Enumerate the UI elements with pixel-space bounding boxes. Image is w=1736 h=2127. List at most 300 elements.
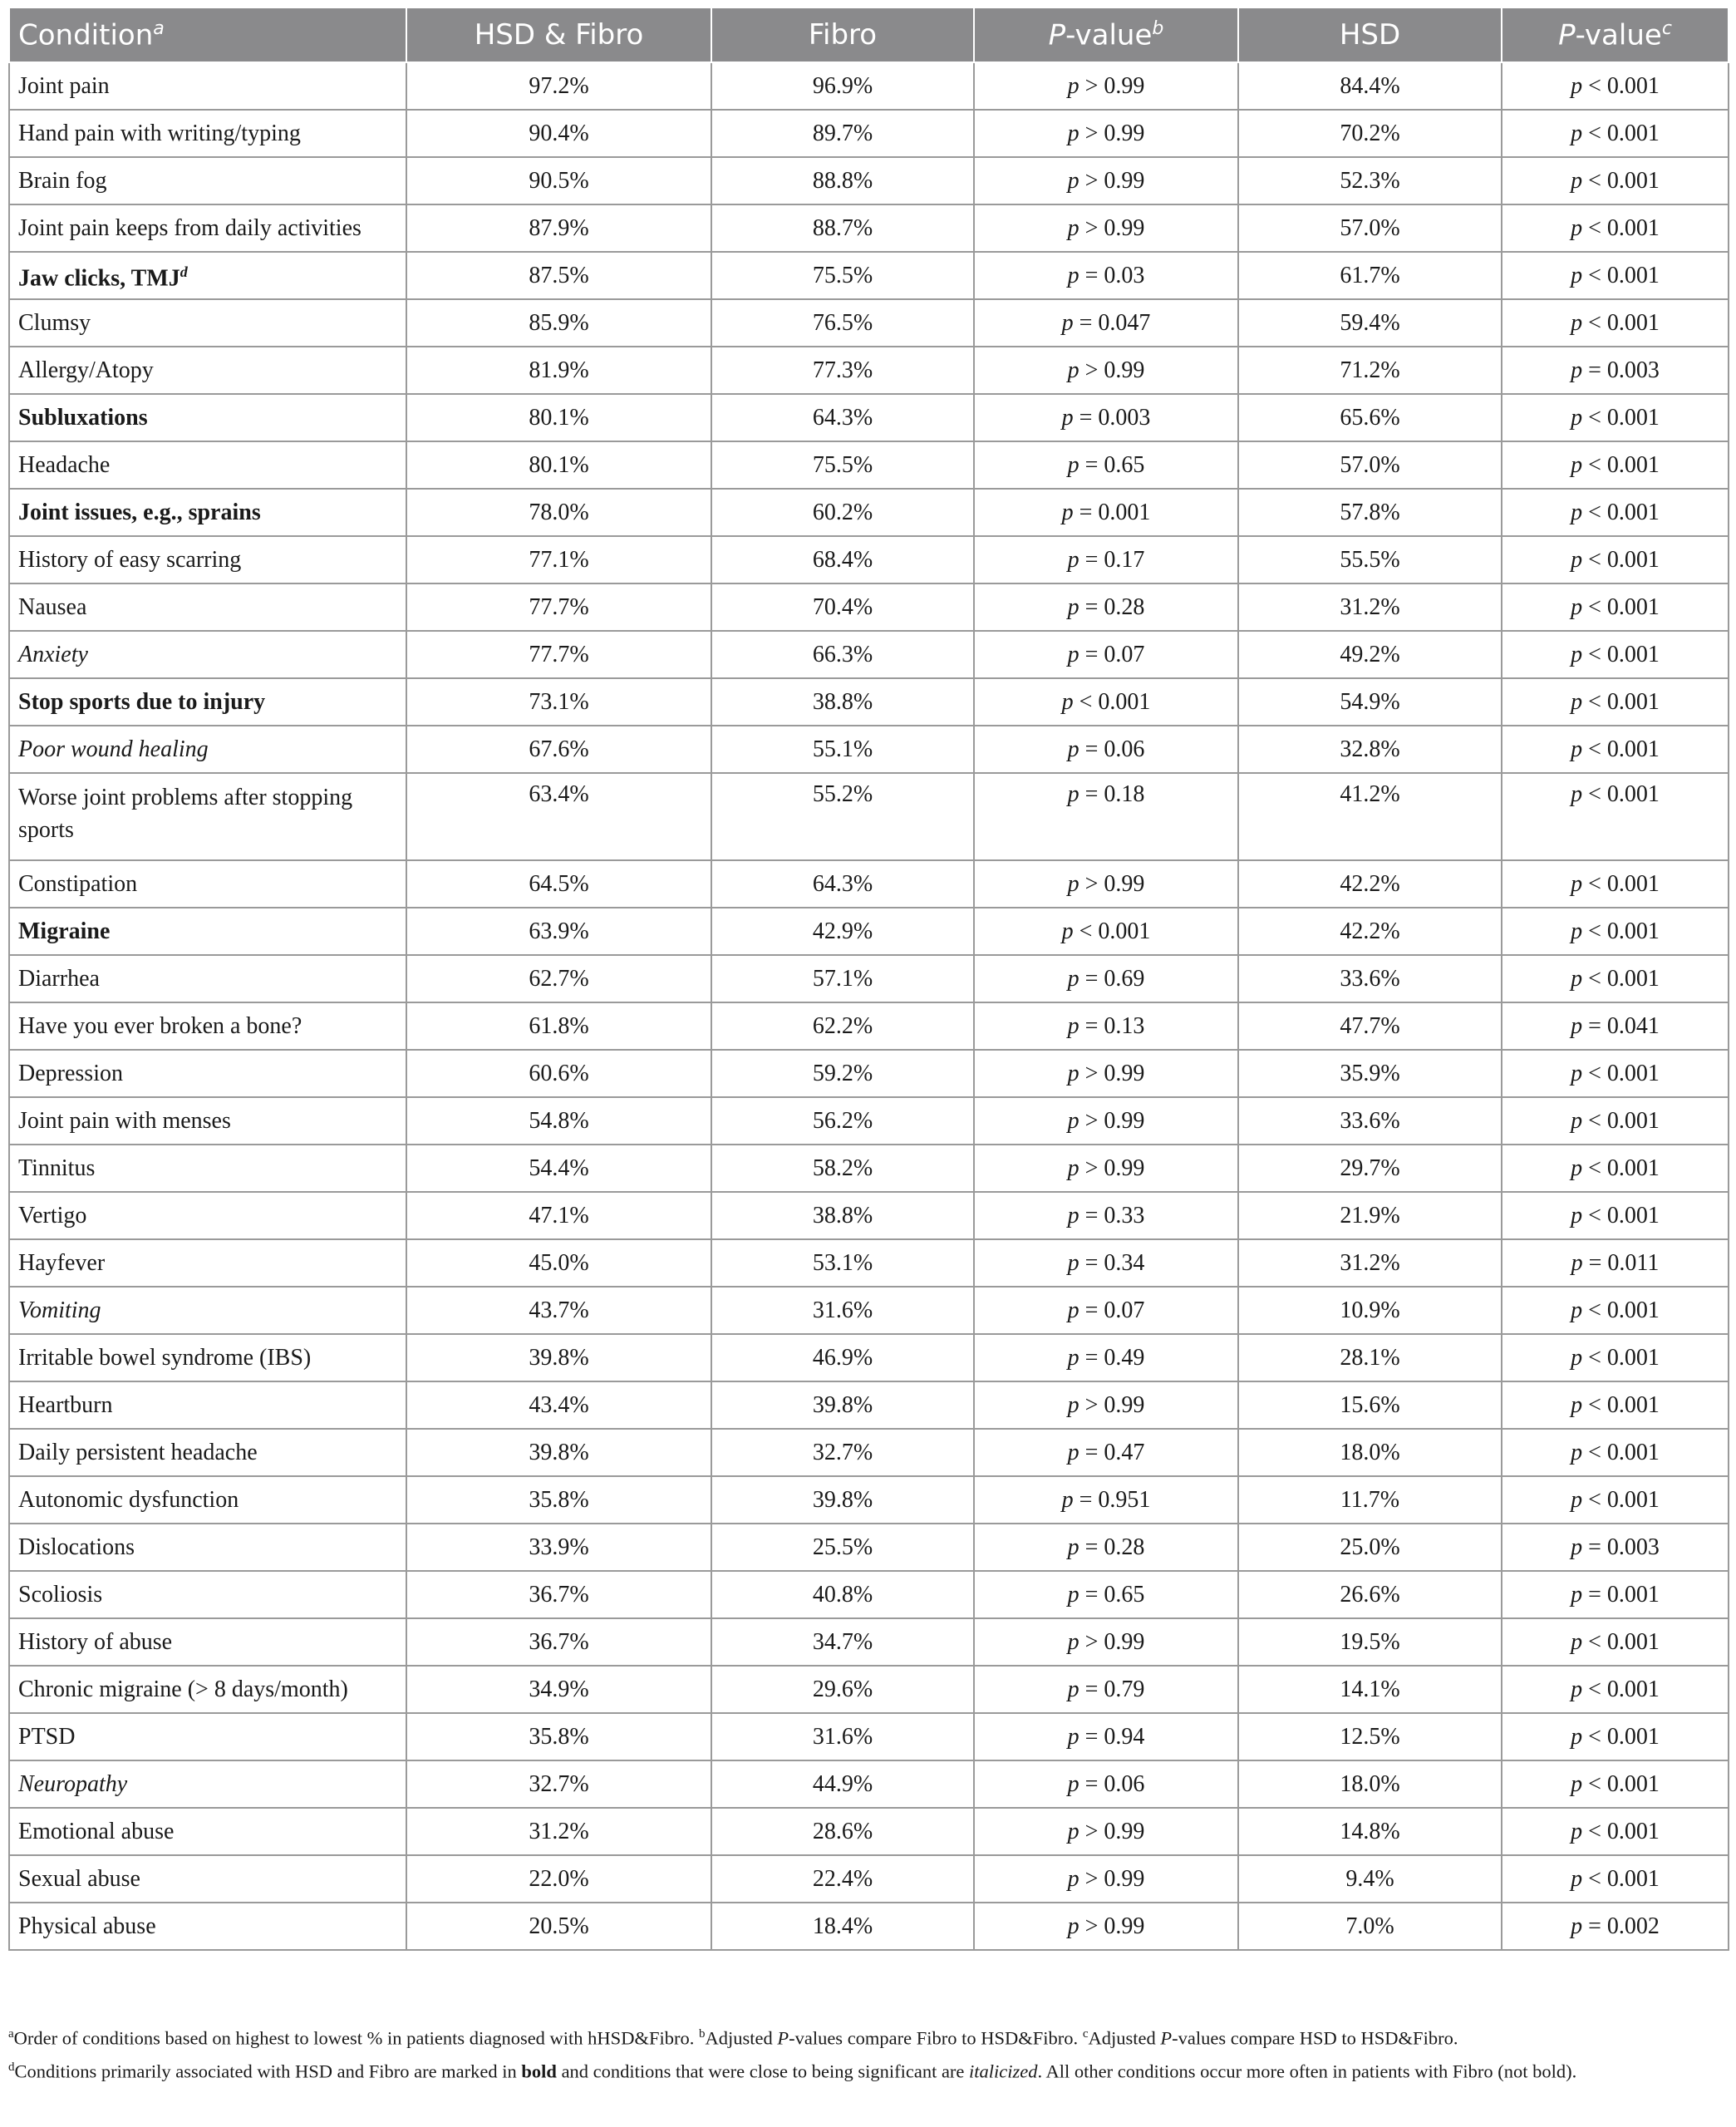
footnote-d-text-2: and conditions that were close to being significant are	[556, 2061, 970, 2081]
pvalue-fibro-cell	[974, 678, 1238, 726]
pvalue-value: = 0.28	[1079, 593, 1145, 620]
pvalue-symbol: p	[1571, 1107, 1583, 1134]
pvalue-fibro-cell	[974, 1145, 1238, 1192]
fibro-cell: 42.9%	[711, 908, 974, 955]
pvalue-symbol: p	[1061, 918, 1074, 944]
pvalue-symbol: p	[1067, 641, 1079, 667]
hsd-fibro-cell: 67.6%	[406, 726, 711, 773]
hsd-cell: 54.9%	[1238, 678, 1502, 726]
hsd-cell: 18.0%	[1238, 1760, 1502, 1808]
pvalue-hsd-cell	[1502, 1239, 1729, 1287]
pvalue-value: > 0.99	[1079, 357, 1145, 383]
footnote-b-text-italic: P	[777, 2027, 789, 2049]
table-row	[9, 1571, 1729, 1618]
pvalue-symbol: p	[1571, 1012, 1583, 1039]
hsd-fibro-cell: 36.7%	[406, 1618, 711, 1666]
pvalue-value: < 0.001	[1582, 404, 1660, 431]
pvalue-symbol: p	[1571, 1344, 1583, 1371]
header-pvalue-c-prefix: P	[1558, 18, 1576, 52]
pvalue-symbol: p	[1061, 404, 1074, 431]
hsd-cell: 57.8%	[1238, 489, 1502, 536]
condition-label: Hand pain with writing/typing	[18, 121, 301, 146]
hsd-fibro-cell: 43.4%	[406, 1381, 711, 1429]
pvalue-value: = 0.94	[1079, 1723, 1145, 1750]
table-row	[9, 347, 1729, 394]
pvalue-symbol: p	[1571, 918, 1583, 944]
pvalue-fibro-cell	[974, 773, 1238, 860]
hsd-fibro-cell: 43.7%	[406, 1287, 711, 1334]
pvalue-symbol: p	[1067, 1155, 1079, 1181]
condition-cell	[9, 347, 406, 394]
header-pvalue-c-sup: c	[1661, 17, 1672, 39]
footnote-d-marker: d	[8, 2060, 15, 2074]
table-row	[9, 1666, 1729, 1713]
hsd-cell: 59.4%	[1238, 299, 1502, 347]
condition-cell	[9, 908, 406, 955]
pvalue-symbol: p	[1067, 72, 1079, 99]
footnote-a-marker: a	[8, 2027, 14, 2041]
hsd-fibro-cell: 20.5%	[406, 1903, 711, 1950]
pvalue-symbol: p	[1571, 499, 1583, 525]
pvalue-fibro-cell	[974, 1239, 1238, 1287]
condition-label: Joint pain keeps from daily activities	[18, 215, 361, 241]
condition-label: Heartburn	[18, 1392, 113, 1418]
table-row	[9, 1808, 1729, 1855]
pvalue-symbol: p	[1571, 870, 1583, 897]
pvalue-fibro-cell	[974, 1097, 1238, 1145]
condition-label: Brain fog	[18, 168, 107, 194]
table-row	[9, 908, 1729, 955]
hsd-cell: 42.2%	[1238, 860, 1502, 908]
pvalue-hsd-cell	[1502, 678, 1729, 726]
pvalue-hsd-cell	[1502, 1618, 1729, 1666]
pvalue-fibro-cell	[974, 1808, 1238, 1855]
pvalue-symbol: p	[1067, 1818, 1079, 1844]
table-row	[9, 1002, 1729, 1050]
table-container	[8, 7, 1728, 1951]
pvalue-fibro-cell	[974, 157, 1238, 204]
fibro-cell: 18.4%	[711, 1903, 974, 1950]
condition-label: Chronic migraine (> 8 days/month)	[18, 1676, 348, 1702]
pvalue-symbol: p	[1571, 1155, 1583, 1181]
footnote-c-text-1: Adjusted	[1088, 2027, 1161, 2049]
table-row	[9, 489, 1729, 536]
fibro-cell: 44.9%	[711, 1760, 974, 1808]
pvalue-hsd-cell	[1502, 1524, 1729, 1571]
fibro-cell: 38.8%	[711, 678, 974, 726]
pvalue-symbol: p	[1061, 499, 1074, 525]
pvalue-fibro-cell	[974, 1855, 1238, 1903]
condition-cell	[9, 631, 406, 678]
table-row	[9, 1287, 1729, 1334]
table-row	[9, 955, 1729, 1002]
pvalue-symbol: p	[1067, 1297, 1079, 1323]
hsd-cell: 29.7%	[1238, 1145, 1502, 1192]
hsd-fibro-cell: 81.9%	[406, 347, 711, 394]
hsd-cell: 52.3%	[1238, 157, 1502, 204]
condition-cell	[9, 1855, 406, 1903]
fibro-cell: 75.5%	[711, 252, 974, 299]
pvalue-fibro-cell	[974, 955, 1238, 1002]
pvalue-symbol: p	[1571, 781, 1583, 807]
hsd-cell: 31.2%	[1238, 583, 1502, 631]
pvalue-hsd-cell	[1502, 1192, 1729, 1239]
hsd-fibro-cell: 54.8%	[406, 1097, 711, 1145]
pvalue-value: < 0.001	[1582, 214, 1660, 241]
condition-cell	[9, 1287, 406, 1334]
fibro-cell: 88.7%	[711, 204, 974, 252]
pvalue-value: = 0.28	[1079, 1534, 1145, 1560]
pvalue-value: = 0.001	[1073, 499, 1151, 525]
header-pvalue-b	[974, 7, 1238, 62]
hsd-fibro-cell: 62.7%	[406, 955, 711, 1002]
condition-cell	[9, 1429, 406, 1476]
pvalue-symbol: p	[1067, 546, 1079, 573]
pvalue-symbol: p	[1067, 167, 1079, 194]
pvalue-value: < 0.001	[1582, 1344, 1660, 1371]
fibro-cell: 55.2%	[711, 773, 974, 860]
pvalue-symbol: p	[1571, 641, 1583, 667]
pvalue-hsd-cell	[1502, 62, 1729, 110]
pvalue-symbol: p	[1067, 1202, 1079, 1228]
pvalue-symbol: p	[1067, 736, 1079, 762]
pvalue-value: < 0.001	[1582, 1486, 1660, 1513]
header-pvalue-b-suffix: -value	[1065, 18, 1153, 52]
table-row	[9, 1050, 1729, 1097]
pvalue-value: = 0.65	[1079, 451, 1145, 478]
pvalue-symbol: p	[1571, 1676, 1583, 1702]
footnote-d-text-italic: italicized	[969, 2061, 1038, 2081]
table-row	[9, 62, 1729, 110]
pvalue-fibro-cell	[974, 204, 1238, 252]
footnote-d-text-3: . All other conditions occur more often in patients with Fibro (not bold).	[1037, 2061, 1577, 2081]
hsd-fibro-cell: 36.7%	[406, 1571, 711, 1618]
pvalue-symbol: p	[1571, 1770, 1583, 1797]
pvalue-value: = 0.17	[1079, 546, 1145, 573]
condition-label: Nausea	[18, 594, 87, 620]
pvalue-symbol: p	[1067, 214, 1079, 241]
table-row	[9, 631, 1729, 678]
fibro-cell: 58.2%	[711, 1145, 974, 1192]
pvalue-hsd-cell	[1502, 1903, 1729, 1950]
pvalue-value: = 0.001	[1582, 1581, 1660, 1608]
table-row	[9, 110, 1729, 157]
pvalue-symbol: p	[1571, 1534, 1583, 1560]
pvalue-value: > 0.99	[1079, 1155, 1145, 1181]
pvalue-fibro-cell	[974, 1666, 1238, 1713]
fibro-cell: 39.8%	[711, 1381, 974, 1429]
fibro-cell: 34.7%	[711, 1618, 974, 1666]
pvalue-hsd-cell	[1502, 1097, 1729, 1145]
pvalue-hsd-cell	[1502, 1855, 1729, 1903]
pvalue-symbol: p	[1571, 1818, 1583, 1844]
hsd-cell: 25.0%	[1238, 1524, 1502, 1571]
condition-label: Vomiting	[18, 1297, 101, 1323]
fibro-cell: 39.8%	[711, 1476, 974, 1524]
condition-label: History of abuse	[18, 1629, 173, 1655]
hsd-cell: 10.9%	[1238, 1287, 1502, 1334]
pvalue-hsd-cell	[1502, 204, 1729, 252]
hsd-cell: 15.6%	[1238, 1381, 1502, 1429]
condition-label: Vertigo	[18, 1203, 87, 1228]
pvalue-hsd-cell	[1502, 157, 1729, 204]
footnote-c-text-italic: P	[1160, 2027, 1173, 2049]
table-row	[9, 1760, 1729, 1808]
pvalue-symbol: p	[1067, 1060, 1079, 1086]
pvalue-symbol: p	[1571, 451, 1583, 478]
hsd-fibro-cell: 60.6%	[406, 1050, 711, 1097]
pvalue-value: > 0.99	[1079, 1060, 1145, 1086]
pvalue-value: > 0.99	[1079, 72, 1145, 99]
pvalue-value: = 0.47	[1079, 1439, 1145, 1465]
hsd-cell: 61.7%	[1238, 252, 1502, 299]
pvalue-symbol: p	[1571, 688, 1583, 715]
hsd-fibro-cell: 39.8%	[406, 1334, 711, 1381]
pvalue-fibro-cell	[974, 1192, 1238, 1239]
pvalue-symbol: p	[1571, 546, 1583, 573]
pvalue-fibro-cell	[974, 1571, 1238, 1618]
hsd-cell: 47.7%	[1238, 1002, 1502, 1050]
pvalue-value: < 0.001	[1582, 499, 1660, 525]
condition-label: Depression	[18, 1061, 123, 1086]
pvalue-value: > 0.99	[1079, 214, 1145, 241]
fibro-cell: 28.6%	[711, 1808, 974, 1855]
pvalue-symbol: p	[1571, 1391, 1583, 1418]
pvalue-value: = 0.003	[1582, 357, 1660, 383]
pvalue-hsd-cell	[1502, 110, 1729, 157]
pvalue-fibro-cell	[974, 441, 1238, 489]
pvalue-hsd-cell	[1502, 394, 1729, 441]
hsd-fibro-cell: 85.9%	[406, 299, 711, 347]
condition-cell	[9, 299, 406, 347]
pvalue-fibro-cell	[974, 908, 1238, 955]
pvalue-hsd-cell	[1502, 773, 1729, 860]
condition-label: Anxiety	[18, 642, 88, 667]
fibro-cell: 31.6%	[711, 1713, 974, 1760]
pvalue-hsd-cell	[1502, 1287, 1729, 1334]
pvalue-value: < 0.001	[1582, 965, 1660, 992]
footnote-line-1	[8, 2020, 1728, 2053]
header-condition-label: Condition	[18, 18, 154, 52]
pvalue-fibro-cell	[974, 394, 1238, 441]
pvalue-symbol: p	[1571, 120, 1583, 146]
footnote-b-marker: b	[698, 2027, 706, 2041]
pvalue-fibro-cell	[974, 1381, 1238, 1429]
footnote-a-text: Order of conditions based on highest to lowest % in patients diagnosed with hHSD&Fibro.	[13, 2027, 699, 2049]
footnote-b-text-2: -values compare Fibro to HSD&Fibro.	[789, 2027, 1083, 2049]
pvalue-value: = 0.07	[1079, 641, 1145, 667]
pvalue-symbol: p	[1571, 72, 1583, 99]
pvalue-symbol: p	[1571, 965, 1583, 992]
hsd-cell: 19.5%	[1238, 1618, 1502, 1666]
pvalue-fibro-cell	[974, 536, 1238, 583]
pvalue-fibro-cell	[974, 1524, 1238, 1571]
footnote-c-marker: c	[1082, 2027, 1089, 2041]
condition-cell	[9, 583, 406, 631]
condition-cell	[9, 536, 406, 583]
pvalue-value: < 0.001	[1582, 688, 1660, 715]
pvalue-value: < 0.001	[1582, 167, 1660, 194]
hsd-fibro-cell: 35.8%	[406, 1476, 711, 1524]
hsd-cell: 14.8%	[1238, 1808, 1502, 1855]
pvalue-hsd-cell	[1502, 299, 1729, 347]
pvalue-value: < 0.001	[1582, 1107, 1660, 1134]
pvalue-symbol: p	[1061, 309, 1074, 336]
condition-footnote-marker: d	[180, 263, 188, 281]
pvalue-fibro-cell	[974, 1002, 1238, 1050]
hsd-fibro-cell: 64.5%	[406, 860, 711, 908]
pvalue-symbol: p	[1571, 262, 1583, 288]
header-condition	[9, 7, 406, 62]
header-pvalue-c-suffix: -value	[1575, 18, 1662, 52]
hsd-cell: 33.6%	[1238, 955, 1502, 1002]
pvalue-value: < 0.001	[1073, 918, 1151, 944]
condition-cell	[9, 1618, 406, 1666]
pvalue-hsd-cell	[1502, 726, 1729, 773]
pvalue-hsd-cell	[1502, 1145, 1729, 1192]
condition-cell	[9, 157, 406, 204]
pvalue-symbol: p	[1067, 357, 1079, 383]
condition-label: Subluxations	[18, 405, 148, 431]
fibro-cell: 76.5%	[711, 299, 974, 347]
hsd-cell: 28.1%	[1238, 1334, 1502, 1381]
header-hsd: HSD	[1238, 7, 1502, 62]
pvalue-value: = 0.06	[1079, 1770, 1145, 1797]
pvalue-symbol: p	[1067, 965, 1079, 992]
hsd-fibro-cell: 78.0%	[406, 489, 711, 536]
pvalue-symbol: p	[1571, 214, 1583, 241]
footnote-line-2	[8, 2053, 1728, 2086]
pvalue-symbol: p	[1571, 1439, 1583, 1465]
hsd-cell: 70.2%	[1238, 110, 1502, 157]
pvalue-value: < 0.001	[1582, 1723, 1660, 1750]
pvalue-hsd-cell	[1502, 1381, 1729, 1429]
hsd-cell: 32.8%	[1238, 726, 1502, 773]
footnote-b-text-1: Adjusted	[705, 2027, 778, 2049]
pvalue-hsd-cell	[1502, 1429, 1729, 1476]
hsd-fibro-cell: 77.7%	[406, 631, 711, 678]
pvalue-value: < 0.001	[1582, 1155, 1660, 1181]
pvalue-value: = 0.49	[1079, 1344, 1145, 1371]
pvalue-value: > 0.99	[1079, 167, 1145, 194]
pvalue-value: < 0.001	[1582, 1297, 1660, 1323]
table-row	[9, 1524, 1729, 1571]
pvalue-value: < 0.001	[1582, 309, 1660, 336]
pvalue-symbol: p	[1067, 870, 1079, 897]
pvalue-value: < 0.001	[1582, 918, 1660, 944]
pvalue-hsd-cell	[1502, 252, 1729, 299]
pvalue-symbol: p	[1571, 1249, 1583, 1276]
hsd-fibro-cell: 35.8%	[406, 1713, 711, 1760]
hsd-fibro-cell: 61.8%	[406, 1002, 711, 1050]
fibro-cell: 57.1%	[711, 955, 974, 1002]
pvalue-value: < 0.001	[1582, 1628, 1660, 1655]
condition-cell	[9, 1476, 406, 1524]
condition-cell	[9, 1002, 406, 1050]
condition-cell	[9, 1808, 406, 1855]
pvalue-symbol: p	[1067, 1344, 1079, 1371]
fibro-cell: 77.3%	[711, 347, 974, 394]
pvalue-value: > 0.99	[1079, 1628, 1145, 1655]
table-row	[9, 394, 1729, 441]
condition-cell	[9, 1097, 406, 1145]
fibro-cell: 89.7%	[711, 110, 974, 157]
pvalue-symbol: p	[1067, 1865, 1079, 1892]
pvalue-hsd-cell	[1502, 489, 1729, 536]
hsd-fibro-cell: 45.0%	[406, 1239, 711, 1287]
condition-cell	[9, 489, 406, 536]
pvalue-value: < 0.001	[1582, 1439, 1660, 1465]
condition-label: Daily persistent headache	[18, 1440, 258, 1465]
pvalue-symbol: p	[1571, 1723, 1583, 1750]
table-row	[9, 1429, 1729, 1476]
pvalue-fibro-cell	[974, 299, 1238, 347]
condition-label: Joint pain with menses	[18, 1108, 231, 1134]
condition-label: Allergy/Atopy	[18, 357, 154, 383]
hsd-fibro-cell: 31.2%	[406, 1808, 711, 1855]
condition-cell	[9, 726, 406, 773]
pvalue-fibro-cell	[974, 631, 1238, 678]
fibro-cell: 96.9%	[711, 62, 974, 110]
pvalue-symbol: p	[1061, 1486, 1074, 1513]
table-row	[9, 678, 1729, 726]
condition-cell	[9, 1903, 406, 1950]
pvalue-symbol: p	[1571, 357, 1583, 383]
condition-label: Sexual abuse	[18, 1866, 140, 1892]
pvalue-symbol: p	[1571, 309, 1583, 336]
hsd-cell: 42.2%	[1238, 908, 1502, 955]
condition-label: Emotional abuse	[18, 1819, 175, 1844]
condition-cell	[9, 204, 406, 252]
pvalue-value: = 0.03	[1079, 262, 1145, 288]
footnote-d-text-1: Conditions primarily associated with HSD and Fibro are marked in	[14, 2061, 522, 2081]
table-row	[9, 1145, 1729, 1192]
hsd-fibro-cell: 33.9%	[406, 1524, 711, 1571]
condition-label: Joint issues, e.g., sprains	[18, 500, 261, 525]
pvalue-value: > 0.99	[1079, 1107, 1145, 1134]
pvalue-symbol: p	[1067, 1107, 1079, 1134]
pvalue-symbol: p	[1571, 593, 1583, 620]
table-row	[9, 299, 1729, 347]
pvalue-value: < 0.001	[1582, 1202, 1660, 1228]
hsd-cell: 65.6%	[1238, 394, 1502, 441]
pvalue-symbol: p	[1067, 593, 1079, 620]
pvalue-hsd-cell	[1502, 1476, 1729, 1524]
fibro-cell: 29.6%	[711, 1666, 974, 1713]
hsd-cell: 55.5%	[1238, 536, 1502, 583]
hsd-fibro-cell: 97.2%	[406, 62, 711, 110]
pvalue-value: = 0.69	[1079, 965, 1145, 992]
pvalue-value: < 0.001	[1582, 1391, 1660, 1418]
hsd-fibro-cell: 87.9%	[406, 204, 711, 252]
hsd-cell: 7.0%	[1238, 1903, 1502, 1950]
hsd-cell: 57.0%	[1238, 441, 1502, 489]
table-footnotes	[8, 2020, 1728, 2085]
pvalue-fibro-cell	[974, 1760, 1238, 1808]
condition-label: Migraine	[18, 918, 111, 944]
fibro-cell: 62.2%	[711, 1002, 974, 1050]
pvalue-value: = 0.65	[1079, 1581, 1145, 1608]
condition-label: Worse joint problems after stopping sports	[18, 785, 353, 843]
table-row	[9, 441, 1729, 489]
pvalue-fibro-cell	[974, 860, 1238, 908]
table-row	[9, 583, 1729, 631]
pvalue-value: < 0.001	[1582, 781, 1660, 807]
pvalue-value: < 0.001	[1582, 451, 1660, 478]
hsd-cell: 41.2%	[1238, 773, 1502, 860]
hsd-cell: 31.2%	[1238, 1239, 1502, 1287]
pvalue-hsd-cell	[1502, 441, 1729, 489]
